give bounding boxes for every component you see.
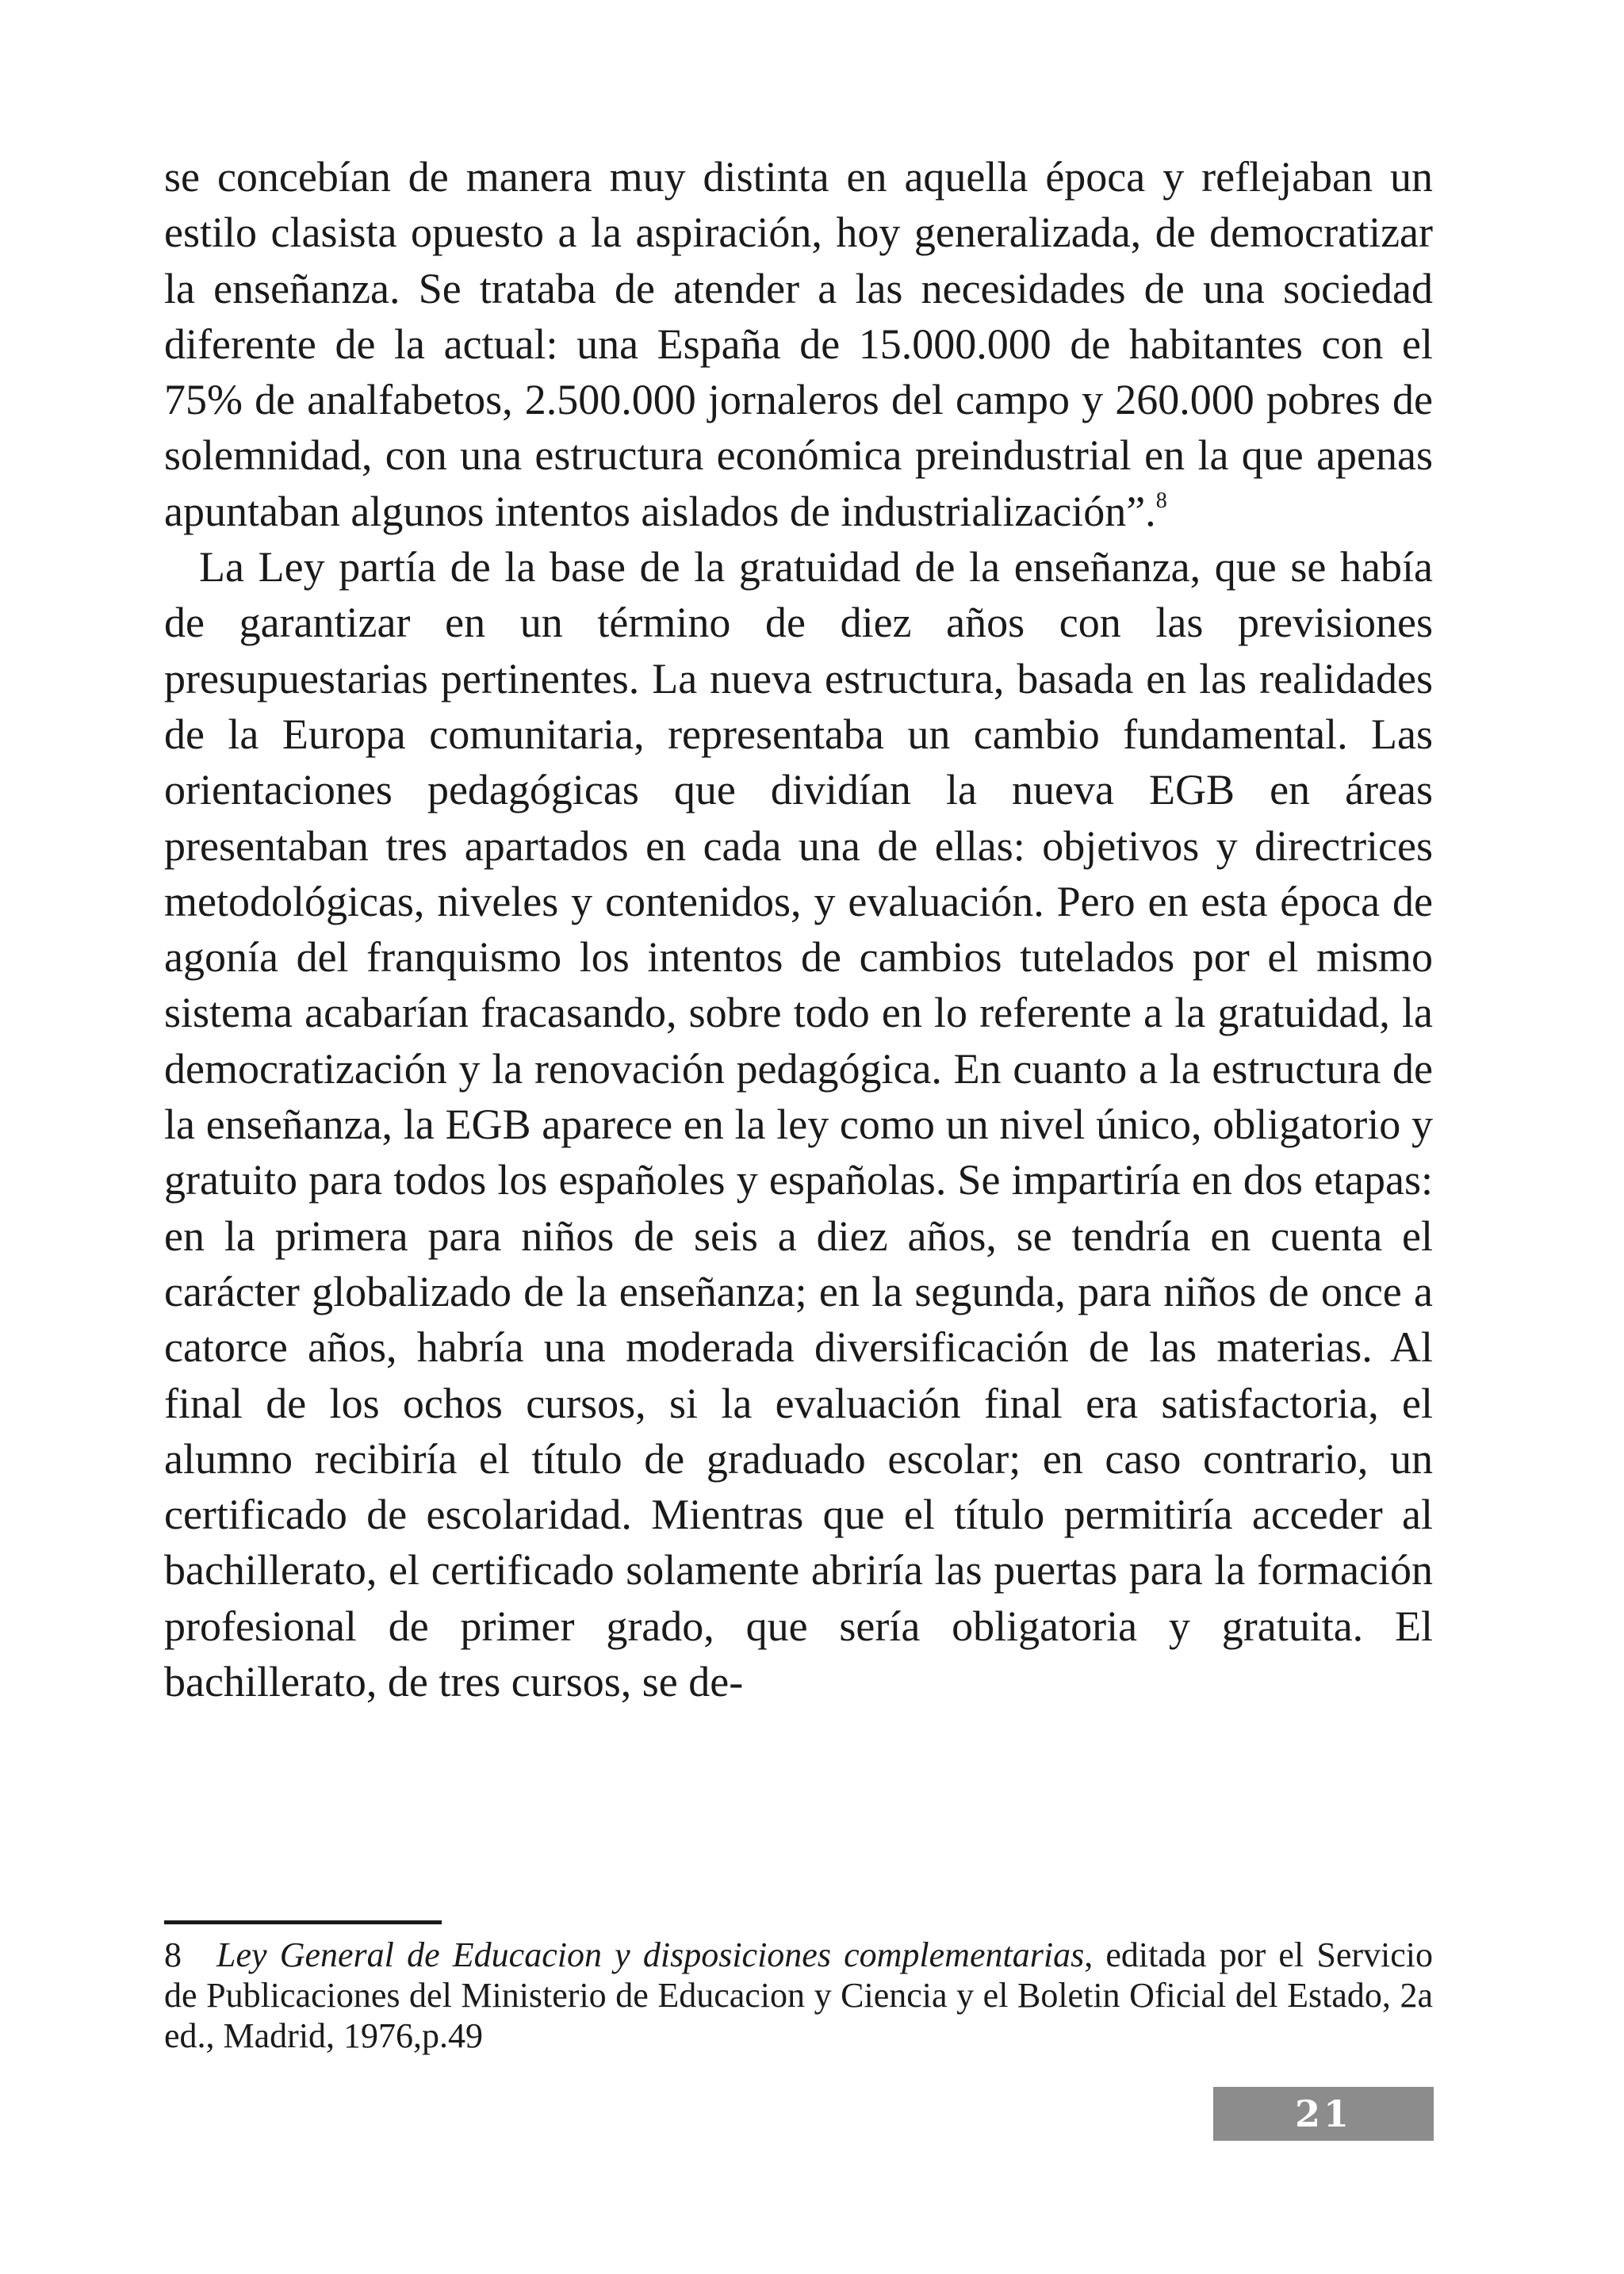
paragraph-2: La Ley partía de la base de la gratuidad de la enseñanza, que se había de garantizar en un término de diez años con las previsiones presupuestarias pertinentes. La nueva estructura, basada en las realidades de la Europa comunitaria, representaba un cambio fundamental. Las orientaciones pedagógicas que dividían la nueva EGB en áreas presentaban tres apartados en cada una de ellas: objetivos y directrices metodológicas, niveles y contenidos, y evaluación. Pero en esta época de agonía del franquismo los intentos de cambios tutelados por el mismo sistema acabarían fracasando, sobre todo en lo referente a la gratuidad, la democratización y la renovación pedagógica. En cuanto a la estructura de la enseñanza, la EGB aparece en la ley como un nivel único, obligatorio y gratuito para todos los españoles y españolas. Se impartiría en dos etapas: en la primera para niños de seis a diez años, se tendría en cuenta el carácter globalizado de la enseñanza; en la segunda, para niños de once a catorce años, habría una moderada diversificación de las materias. Al final de los ochos cursos, si la evaluación final era satisfactoria, el alumno recibiría el título de graduado escolar; en caso contrario, un certificado de escolaridad. Mientras que el título permitiría acceder al bachillerato, el certificado solamente abriría las puertas para la formación profesional de primer grado, que sería obligatoria y gratuita. El bachillerato, de tres cursos, se de- [164, 543, 1433, 1706]
footnote-title: Ley General de Educacion y disposiciones complementarias [216, 1935, 1085, 1974]
footnote [164, 1935, 1433, 2056]
footnote-reference[interactable]: 8 [1155, 488, 1167, 513]
footnote-citation: , editada por el Servicio de Publicaciones del Ministerio de Educacion y Ciencia y el Boletin Oficial del Estado, 2a ed., Madrid, 1976,p.49 [164, 1935, 1433, 2055]
page-number: 21 [1213, 2087, 1434, 2141]
footnote-divider [164, 1920, 442, 1924]
paragraph-1-text: se concebían de manera muy distinta en aquella época y reflejaban un estilo clasista opuesto a la aspiración, hoy generalizada, de democratizar la enseñanza. Se trataba de atender a las necesidades de una sociedad diferente de la actual: una España de 15.000.000 de habitantes con el 75% de analfabetos, 2.500.000 jornaleros del campo y 260.000 pobres de solemnidad, con una estructura económica preindustrial en la que apenas apuntaban algunos intentos aislados de industrialización”. [164, 153, 1433, 535]
footnote-number: 8 [164, 1935, 182, 1974]
paragraph-1 [164, 149, 1433, 539]
main-text [164, 149, 1433, 1709]
